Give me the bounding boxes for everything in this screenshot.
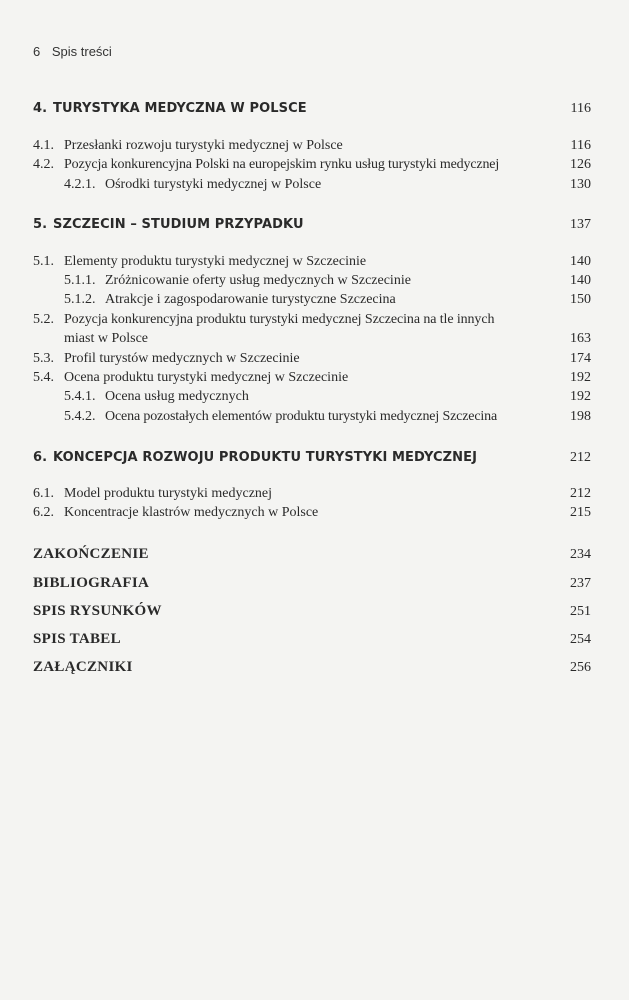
entry-title: Ośrodki turystyki medycznej w Polsce: [105, 177, 322, 192]
entry-page: 174: [570, 351, 591, 366]
back-page: 256: [570, 660, 591, 675]
back-page: 251: [570, 604, 591, 619]
entry-page: 140: [570, 254, 591, 269]
back-title: SPIS TABEL: [33, 631, 121, 647]
chapter-number: 6.: [33, 450, 48, 465]
entry-number: 5.3.: [33, 351, 54, 366]
entry-title: Model produktu turystyki medycznej: [64, 486, 273, 501]
entry-number: 6.1.: [33, 486, 54, 501]
entry-number: 5.4.: [33, 370, 54, 385]
entry-title: Koncentracje klastrów medycznych w Polsce: [64, 505, 319, 520]
page-number: 6: [33, 44, 41, 59]
entry-number: 5.4.1.: [64, 389, 96, 404]
chapter-page: 137: [570, 217, 591, 232]
chapter-page: 212: [570, 450, 591, 465]
entry-title: Przesłanki rozwoju turystyki medycznej w Polsce: [64, 138, 343, 153]
entry-number: 5.4.2.: [64, 409, 96, 424]
entry-page: 163: [570, 331, 591, 346]
entry-title: Ocena produktu turystyki medycznej w Szczecinie: [64, 370, 349, 385]
entry-title: Atrakcje i zagospodarowanie turystyczne Szczecina: [105, 292, 396, 307]
entry-page: 198: [570, 409, 591, 424]
back-page: 254: [570, 632, 591, 647]
entry-page: 126: [570, 157, 591, 172]
entry-number: 5.2.: [33, 312, 54, 327]
entry-page: 140: [570, 273, 591, 288]
entry-title: Elementy produktu turystyki medycznej w Szczecinie: [64, 254, 367, 269]
chapter-number: 4.: [33, 101, 48, 116]
back-title: ZAŁĄCZNIKI: [33, 659, 133, 675]
entry-title: Profil turystów medycznych w Szczecinie: [64, 351, 300, 366]
entry-page: 212: [570, 486, 591, 501]
running-header: [33, 44, 112, 59]
back-page: 234: [570, 547, 591, 562]
entry-title: Zróżnicowanie oferty usług medycznych w Szczecinie: [105, 273, 411, 288]
back-page: 237: [570, 576, 591, 591]
chapter-title: TURYSTYKA MEDYCZNA W POLSCE: [53, 101, 307, 116]
back-title: BIBLIOGRAFIA: [33, 575, 150, 591]
entry-number: 4.1.: [33, 138, 54, 153]
back-title: ZAKOŃCZENIE: [33, 546, 149, 562]
entry-title: Ocena usług medycznych: [105, 389, 249, 404]
entry-page: 130: [570, 177, 591, 192]
entry-page: 215: [570, 505, 591, 520]
entry-title: Pozycja konkurencyjna Polski na europejskim rynku usług turystyki medycznej: [64, 157, 500, 172]
entry-number: 5.1.2.: [64, 292, 96, 307]
entry-title-continued: miast w Polsce: [64, 331, 148, 346]
entry-number: 4.2.1.: [64, 177, 96, 192]
entry-number: 6.2.: [33, 505, 54, 520]
entry-page: 192: [570, 370, 591, 385]
entry-page: 150: [570, 292, 591, 307]
entry-number: 4.2.: [33, 157, 54, 172]
chapter-number: 5.: [33, 217, 48, 232]
chapter-title: SZCZECIN – STUDIUM PRZYPADKU: [53, 217, 304, 232]
chapter-title: KONCEPCJA ROZWOJU PRODUKTU TURYSTYKI MEDYCZNEJ: [53, 450, 478, 465]
entry-number: 5.1.1.: [64, 273, 96, 288]
entry-page: 116: [570, 138, 591, 153]
running-title: Spis treści: [51, 44, 112, 59]
entry-title: Ocena pozostałych elementów produktu turystyki medycznej Szczecina: [105, 409, 498, 424]
entry-title: Pozycja konkurencyjna produktu turystyki medycznej Szczecina na tle innych: [64, 312, 495, 327]
entry-number: 5.1.: [33, 254, 54, 269]
entry-page: 192: [570, 389, 591, 404]
chapter-page: 116: [570, 101, 591, 116]
back-title: SPIS RYSUNKÓW: [33, 603, 162, 619]
